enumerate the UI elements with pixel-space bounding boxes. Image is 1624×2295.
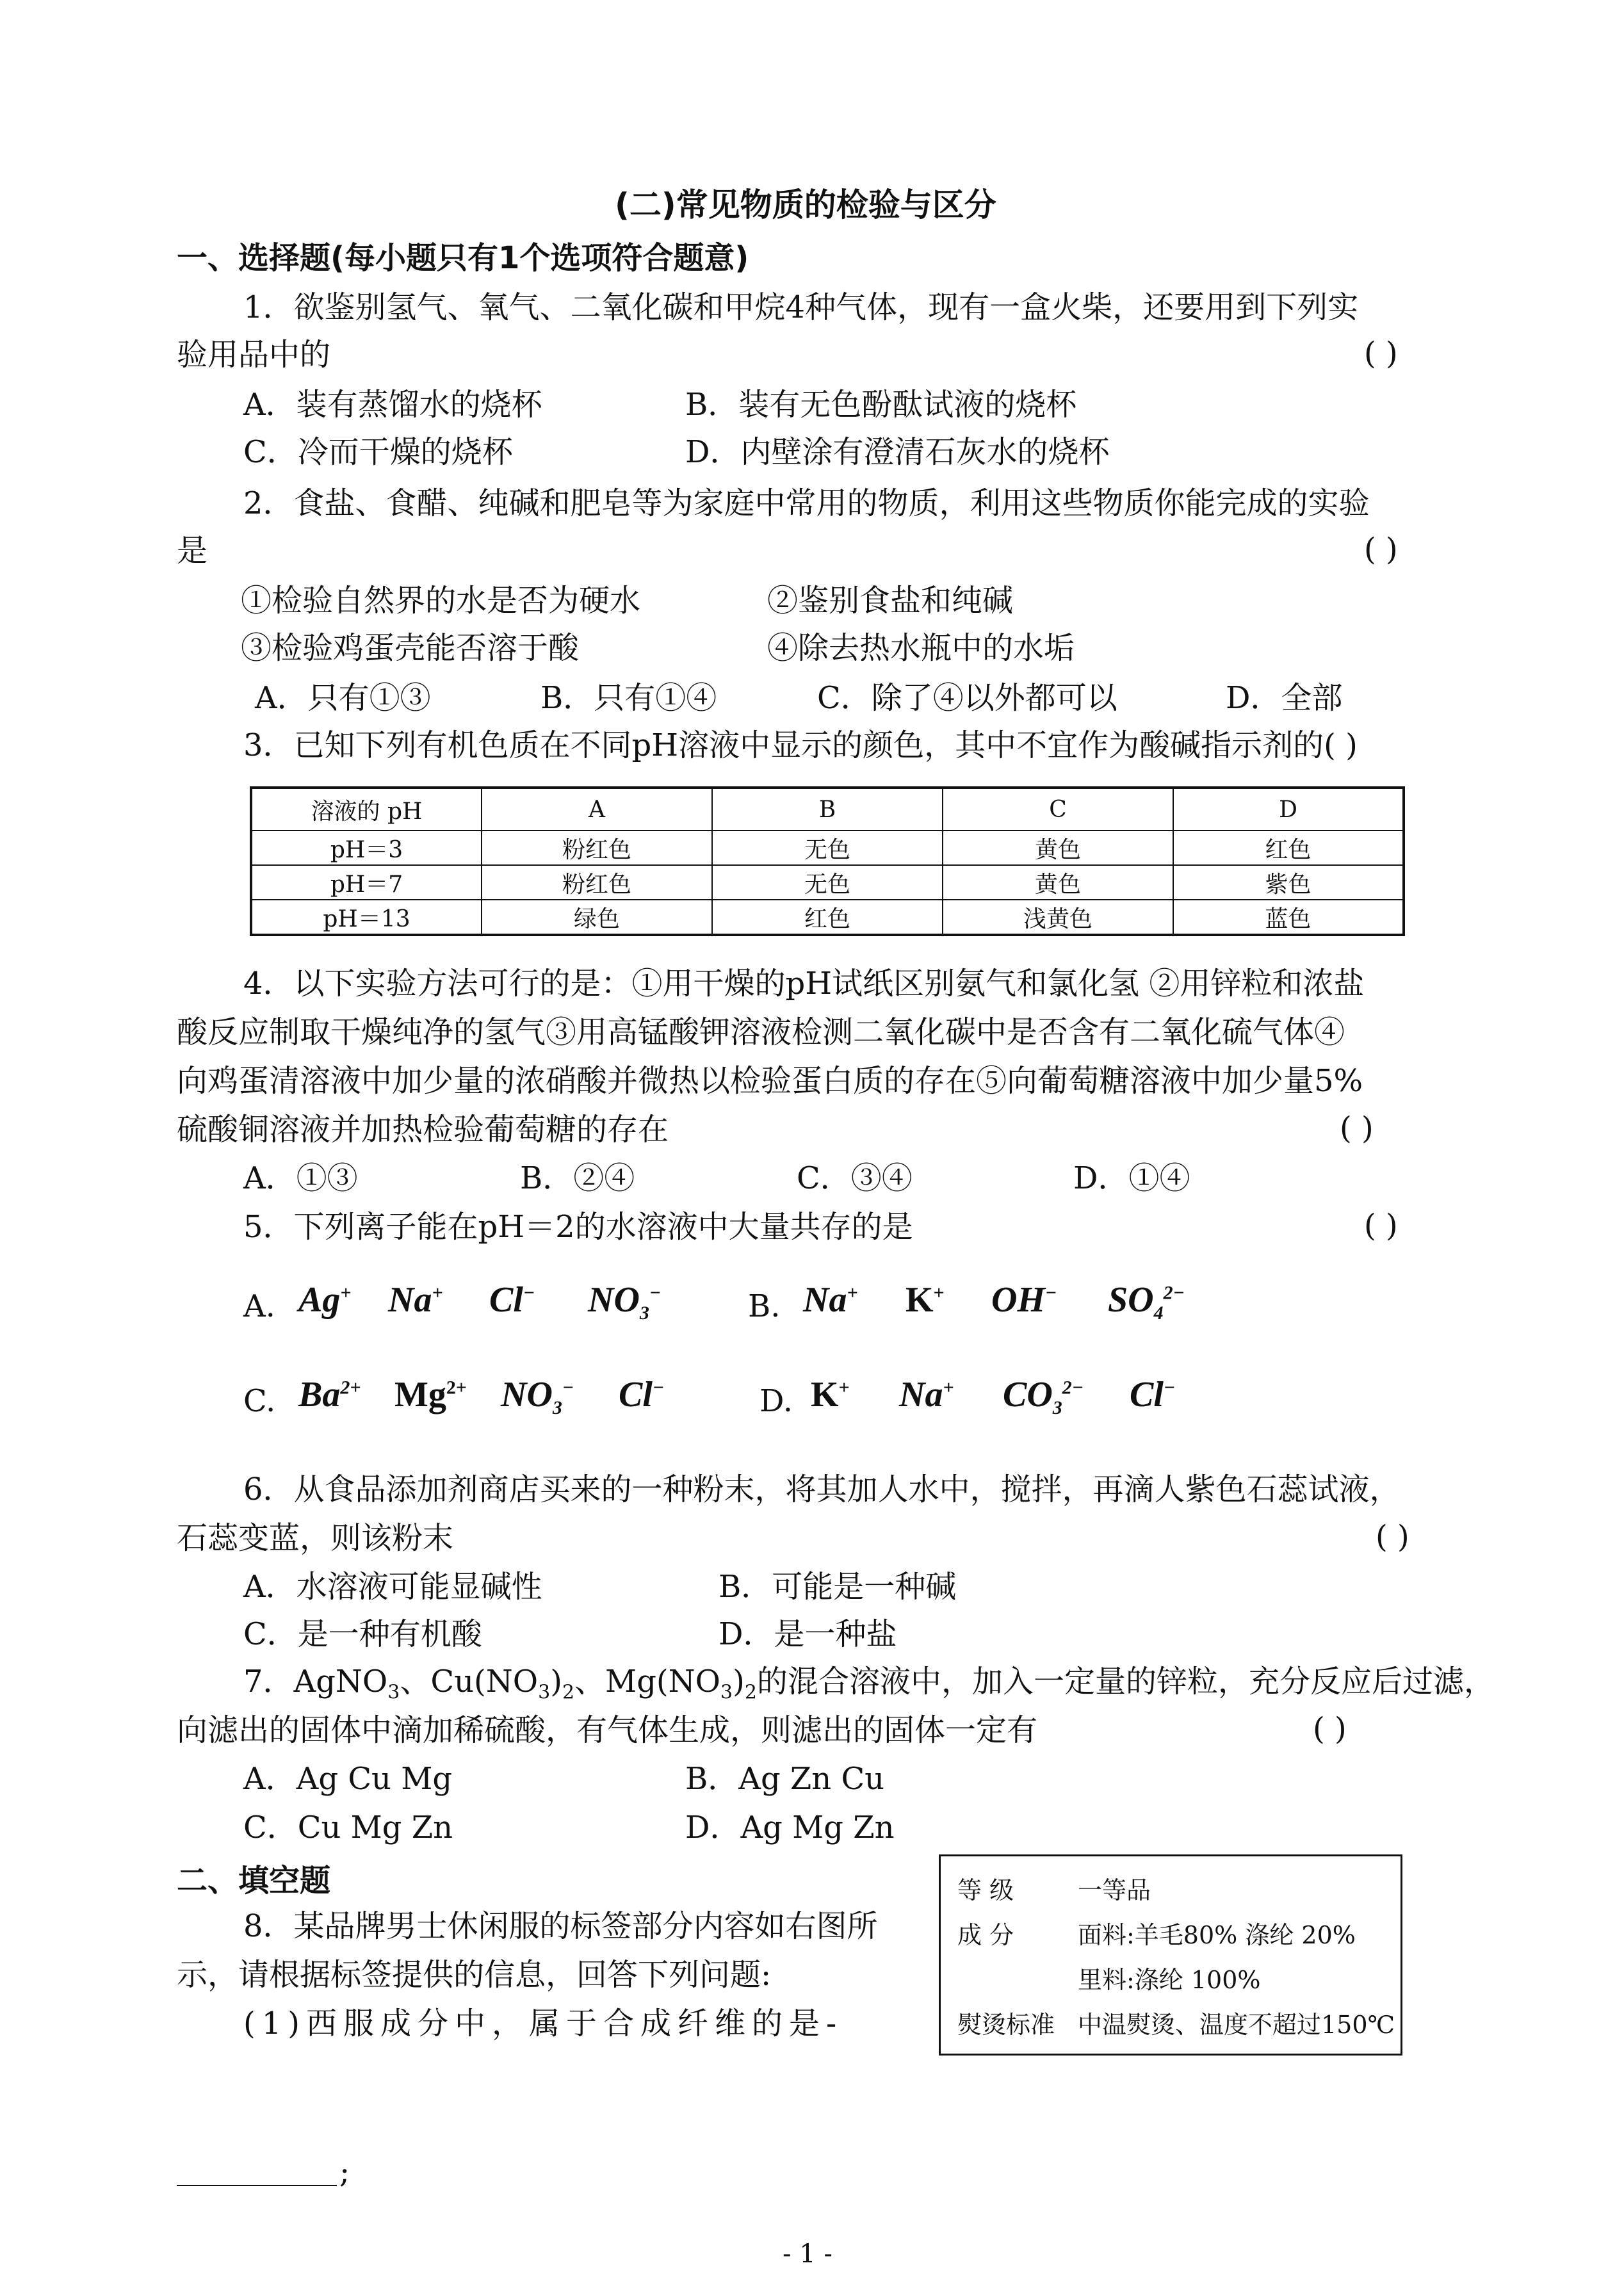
formula-subscript: 2: [562, 1681, 575, 1704]
ion-symbol: NO: [588, 1280, 640, 1320]
table-header-row: [251, 788, 1404, 831]
table-cell: 无色: [712, 831, 943, 865]
ion-symbol: Ba: [298, 1375, 341, 1415]
q7-option-a: A．Ag Cu Mg: [243, 1761, 453, 1797]
q2-option-b: B．只有①④: [540, 680, 717, 716]
ion-chloride: [1130, 1374, 1175, 1415]
q4-option-d: D．①④: [1073, 1160, 1190, 1196]
ion-carbonate: [1003, 1374, 1084, 1419]
q7-option-c: C．Cu Mg Zn: [243, 1810, 453, 1845]
answer-blank-4: ( ): [1340, 1110, 1374, 1146]
table-cell: 紫色: [1173, 865, 1404, 900]
question-4-text-cont: 向鸡蛋清溶液中加少量的浓硝酸并微热以检验蛋白质的存在⑤向葡萄糖溶液中加少量5%: [177, 1063, 1363, 1099]
question-2-text: 2．食盐、食醋、纯碱和肥皂等为家庭中常用的物质，利用这些物质你能完成的实验: [243, 485, 1370, 521]
answer-blank-1: ( ): [1364, 336, 1398, 371]
q2-item-4: ④除去热水瓶中的水垢: [767, 630, 1075, 666]
ion-symbol: SO: [1108, 1280, 1154, 1320]
ph-color-table: [250, 786, 1405, 936]
label-outer-fabric: 面料:羊毛80% 涤纶 20%: [1078, 1921, 1356, 1949]
clothing-label: [939, 1854, 1402, 2056]
label-composition-key: 成 分: [957, 1921, 1014, 1949]
ion-charge: −: [523, 1282, 535, 1304]
ion-symbol: K: [811, 1375, 839, 1415]
q7-text-part: 、Cu(NO: [400, 1664, 539, 1699]
table-cell: 红色: [712, 900, 943, 935]
ion-sodium: [899, 1374, 954, 1415]
q7-option-b: B．Ag Zn Cu: [685, 1761, 885, 1797]
q7-text-part: 的混合溶液中，加入一定量的锌粒，充分反应后过滤，: [756, 1664, 1495, 1699]
ion-subscript: 4: [1153, 1302, 1164, 1324]
ion-chloride: [489, 1279, 535, 1320]
answer-blank-5: ( ): [1364, 1208, 1398, 1244]
q4-option-a: A．①③: [243, 1160, 358, 1196]
ion-potassium: [811, 1374, 850, 1415]
table-cell: pH＝7: [251, 865, 482, 900]
ion-sodium: [803, 1279, 858, 1320]
table-cell: pH＝3: [251, 831, 482, 865]
question-8-semicolon: ;: [339, 2154, 350, 2190]
q2-option-a: A．只有①③: [255, 680, 431, 716]
q6-option-c: C．是一种有机酸: [243, 1616, 482, 1652]
question-6-text: 6．从食品添加剂商店买来的一种粉末，将其加人水中，搅拌，再滴人紫色石蕊试液，: [243, 1472, 1401, 1507]
q5-option-c-label: C.: [243, 1383, 276, 1419]
q1-option-c: C．冷而干燥的烧杯: [243, 434, 513, 470]
ion-charge: −: [562, 1377, 574, 1399]
ion-symbol: Mg: [394, 1375, 446, 1415]
q2-option-c: C．除了④以外都可以: [817, 680, 1117, 716]
q7-option-d: D．Ag Mg Zn: [685, 1810, 895, 1845]
table-header-cell: D: [1173, 788, 1404, 831]
table-row: [251, 865, 1404, 900]
page-title: (二)常见物质的检验与区分: [615, 186, 996, 223]
answer-blank-line: [177, 2153, 337, 2186]
q7-text-part: 7．AgNO: [243, 1664, 388, 1699]
ion-nitrate: [501, 1374, 574, 1419]
section-heading-choice: 一、选择题(每小题只有1个选项符合题意): [177, 240, 749, 276]
page-number: - 1 -: [783, 2239, 832, 2269]
ion-symbol: CO: [1003, 1375, 1053, 1415]
ion-symbol: Na: [803, 1280, 847, 1320]
table-cell: 绿色: [482, 900, 712, 935]
ion-magnesium: [394, 1374, 467, 1415]
ion-charge: −: [1163, 1377, 1176, 1399]
label-ironing-value: 中温熨烫、温度不超过150℃: [1078, 2011, 1395, 2039]
formula-subscript: 3: [538, 1681, 551, 1704]
answer-blank-7: ( ): [1313, 1711, 1347, 1747]
label-lining-fabric: 里料:涤纶 100%: [1078, 1966, 1261, 1994]
ion-hydroxide: [991, 1279, 1057, 1320]
ion-charge: +: [340, 1282, 352, 1304]
question-4-text-cont: 硫酸铜溶液并加热检验葡萄糖的存在: [177, 1112, 669, 1148]
ion-charge: +: [933, 1282, 945, 1304]
q1-option-a: A．装有蒸馏水的烧杯: [243, 387, 542, 423]
question-7-text-cont: 向滤出的固体中滴加稀硫酸，有气体生成，则滤出的固体一定有: [177, 1712, 1038, 1748]
q6-option-d: D．是一种盐: [719, 1616, 897, 1652]
q4-option-c: C．③④: [797, 1160, 913, 1196]
answer-blank-2: ( ): [1364, 531, 1398, 567]
table-header-cell: C: [943, 788, 1173, 831]
ion-barium: [298, 1374, 361, 1415]
q4-option-b: B．②④: [520, 1160, 635, 1196]
formula-subscript: 3: [720, 1681, 733, 1704]
q2-option-d: D．全部: [1226, 680, 1343, 716]
table-cell: 粉红色: [482, 865, 712, 900]
question-8-subquestion-1: (1)西服成分中，属于合成纤维的是-: [243, 2006, 843, 2041]
q2-item-3: ③检验鸡蛋壳能否溶于酸: [241, 630, 580, 666]
label-grade-key: 等 级: [957, 1876, 1014, 1904]
formula-subscript: 2: [744, 1681, 757, 1704]
q6-option-a: A．水溶液可能显碱性: [243, 1569, 542, 1605]
ion-charge: +: [432, 1282, 443, 1304]
ion-charge: −: [1045, 1282, 1057, 1304]
q7-text-part: 、Mg(NO: [574, 1664, 721, 1699]
ion-charge: +: [943, 1377, 954, 1399]
table-cell: 红色: [1173, 831, 1404, 865]
q1-option-b: B．装有无色酚酞试液的烧杯: [685, 387, 1077, 423]
q1-option-d: D．内壁涂有澄清石灰水的烧杯: [685, 434, 1110, 470]
answer-blank-6: ( ): [1376, 1519, 1409, 1555]
table-cell: 蓝色: [1173, 900, 1404, 935]
table-cell: 无色: [712, 865, 943, 900]
ion-subscript: 3: [552, 1397, 562, 1419]
table-cell: 浅黄色: [943, 900, 1173, 935]
ion-nitrate: [588, 1279, 661, 1324]
table-cell: 黄色: [943, 831, 1173, 865]
table-cell: pH＝13: [251, 900, 482, 935]
ion-potassium: [905, 1279, 945, 1320]
question-2-text-cont: 是: [177, 533, 208, 569]
q5-option-d-label: D.: [759, 1383, 793, 1419]
ion-charge: −: [649, 1282, 662, 1304]
ion-symbol: NO: [501, 1375, 553, 1415]
ion-symbol: Cl: [1130, 1375, 1164, 1415]
ion-charge: +: [847, 1282, 858, 1304]
table-cell: 粉红色: [482, 831, 712, 865]
ion-subscript: 3: [1052, 1397, 1062, 1419]
ion-subscript: 3: [639, 1302, 649, 1324]
table-header-cell: A: [482, 788, 712, 831]
q2-item-2: ②鉴别食盐和纯碱: [767, 583, 1014, 619]
q7-text-part: ): [733, 1664, 745, 1699]
ion-symbol: Ag: [298, 1280, 341, 1320]
q6-option-b: B．可能是一种碱: [719, 1569, 957, 1605]
ion-sulfate: [1108, 1279, 1185, 1324]
ion-symbol: Na: [899, 1375, 943, 1415]
ion-symbol: Na: [388, 1280, 432, 1320]
section-heading-fill: 二、填空题: [177, 1863, 331, 1899]
table-cell: 黄色: [943, 865, 1173, 900]
question-8-text-cont: 示，请根据标签提供的信息，回答下列问题:: [177, 1957, 772, 1993]
ion-symbol: Cl: [489, 1280, 523, 1320]
table-header-cell: 溶液的 pH: [251, 788, 482, 831]
question-6-text-cont: 石蕊变蓝，则该粉末: [177, 1520, 454, 1556]
question-8-text: 8．某品牌男士休闲服的标签部分内容如右图所: [243, 1908, 878, 1944]
question-4-text-cont: 酸反应制取干燥纯净的氢气③用高锰酸钾溶液检测二氧化碳中是否含有二氧化硫气体④: [177, 1014, 1345, 1050]
label-grade-value: 一等品: [1078, 1876, 1151, 1904]
ion-charge: −: [652, 1377, 665, 1399]
ion-charge: +: [838, 1377, 850, 1399]
q7-text-part: ): [550, 1664, 562, 1699]
table-row: [251, 831, 1404, 865]
table-header-cell: B: [712, 788, 943, 831]
q2-item-1: ①检验自然界的水是否为硬水: [241, 583, 641, 619]
question-3-text: 3．已知下列有机色质在不同pH溶液中显示的颜色，其中不宜作为酸碱指示剂的( ): [243, 727, 1358, 763]
ion-silver: [298, 1279, 351, 1320]
ion-chloride: [619, 1374, 664, 1415]
ion-symbol: K: [905, 1280, 934, 1320]
question-1-text-cont: 验用品中的: [177, 337, 331, 373]
ion-charge: 2+: [446, 1377, 467, 1399]
label-ironing-key: 熨烫标准: [957, 2011, 1055, 2039]
ion-symbol: Cl: [619, 1375, 653, 1415]
ion-charge: 2−: [1062, 1377, 1084, 1399]
q5-option-a-label: A.: [243, 1288, 275, 1324]
q5-option-b-label: B.: [748, 1288, 781, 1324]
ion-sodium: [388, 1279, 443, 1320]
ion-charge: 2−: [1163, 1282, 1185, 1304]
question-4-text: 4．以下实验方法可行的是：①用干燥的pH试纸区别氨气和氯化氢 ②用锌粒和浓盐: [243, 966, 1365, 1002]
ion-symbol: OH: [991, 1280, 1045, 1320]
question-7-text: [243, 1662, 1495, 1712]
question-5-text: 5．下列离子能在pH＝2的水溶液中大量共存的是: [243, 1209, 913, 1245]
question-1-text: 1．欲鉴别氢气、氧气、二氧化碳和甲烷4种气体，现有一盒火柴，还要用到下列实: [243, 289, 1359, 325]
table-row: [251, 900, 1404, 935]
ion-charge: 2+: [340, 1377, 361, 1399]
formula-subscript: 3: [387, 1681, 400, 1704]
